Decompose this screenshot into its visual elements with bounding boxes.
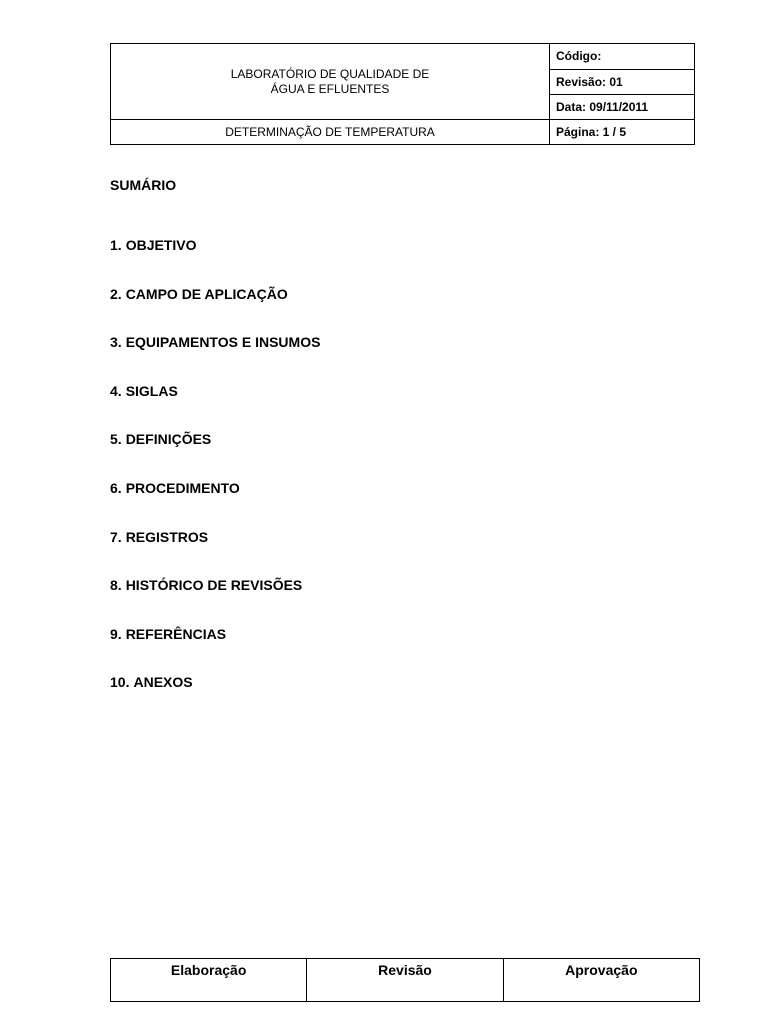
toc-item-number: 8. [110,577,122,594]
toc-item [110,529,320,578]
toc-item [110,383,320,432]
toc-item [110,237,320,286]
toc-item-number: 9. [110,625,122,642]
toc-item-label: HISTÓRICO DE REVISÕES [125,577,303,594]
document-code: Código: [550,44,695,70]
toc-item [110,577,320,626]
toc-item-number: 3. [110,334,122,351]
toc-item-number: 5. [110,431,122,448]
toc-item-label: REGISTROS [125,528,209,545]
toc-item-number: 1. [110,237,122,253]
elaboration-cell: Elaboração [111,959,307,1002]
revision-cell: Revisão [307,959,503,1002]
organization-name-line-2: ÁGUA E EFLUENTES [270,81,390,96]
toc-item-label: ANEXOS [133,674,193,691]
toc-item-number: 7. [110,528,122,545]
toc-item-label: EQUIPAMENTOS E INSUMOS [125,334,321,351]
toc-item [110,431,320,480]
document-revision: Revisão: 01 [550,70,695,95]
document-title: DETERMINAÇÃO DE TEMPERATURA [111,120,550,145]
toc-item-number: 6. [110,479,122,496]
toc-item-number: 4. [110,382,122,399]
toc-item [110,286,320,335]
toc-item-label: CAMPO DE APLICAÇÃO [125,285,288,302]
toc-item-label: DEFINIÇÕES [125,431,212,448]
page-number: Página: 1 / 5 [550,120,695,145]
toc-item [110,674,320,723]
toc-item-number: 2. [110,285,122,302]
toc-item [110,334,320,383]
summary-title: SUMÁRIO [110,177,177,193]
table-of-contents [110,237,320,723]
toc-item-number: 10. [110,674,130,691]
toc-item-label: SIGLAS [125,382,178,399]
approval-cell: Aprovação [503,959,699,1002]
organization-name-cell [111,44,550,120]
toc-item [110,626,320,675]
toc-item-label: OBJETIVO [125,237,197,253]
toc-item-label: REFERÊNCIAS [125,625,227,642]
organization-name-line-1: LABORATÓRIO DE QUALIDADE DE [230,66,430,81]
document-header-table [110,43,695,145]
approval-table [110,958,700,1002]
toc-item [110,480,320,529]
document-date: Data: 09/11/2011 [550,95,695,120]
toc-item-label: PROCEDIMENTO [125,479,240,496]
